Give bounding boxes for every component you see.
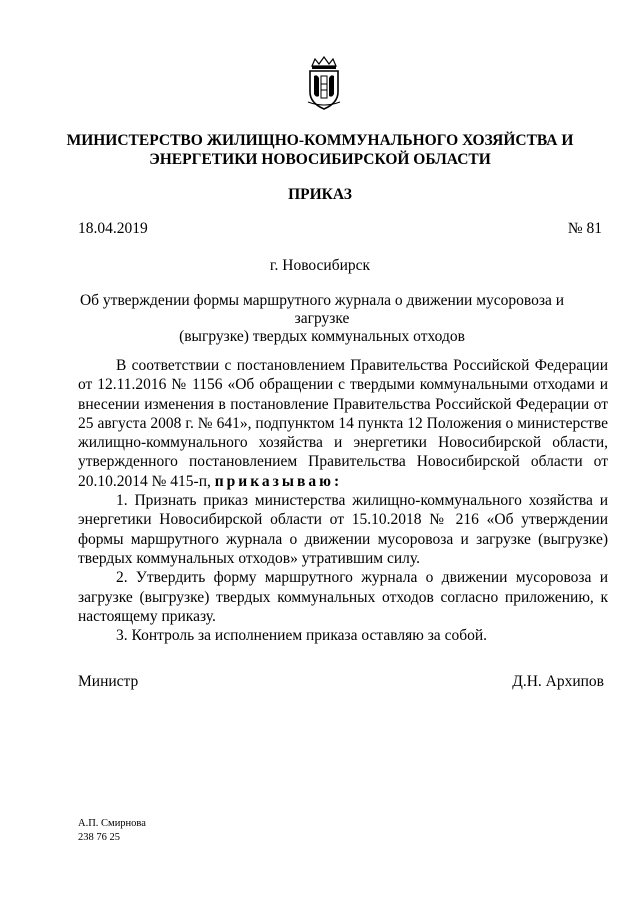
order-subject <box>72 292 572 346</box>
order-city: г. Новосибирск <box>269 257 371 274</box>
order-item-2: 2. Утвердить форму маршрутного журнала о движении мусоровоза и загрузке (выгрузке) твердых коммунальных отходов согласно приложению, к настоящему приказу. <box>78 569 608 625</box>
ministry-name <box>60 131 580 169</box>
ministry-name-line2: ЭНЕРГЕТИКИ НОВОСИБИРСКОЙ ОБЛАСТИ <box>149 151 491 168</box>
order-item-3: 3. Контроль за исполнением приказа оставляю за собой. <box>116 627 488 645</box>
order-subject-line2: (выгрузке) твердых коммунальных отходов <box>179 328 465 345</box>
executor-name: А.П. Смирнова <box>78 818 146 829</box>
order-item-1: 1. Признать приказ министерства жилищно-коммунального хозяйства и энергетики Новосибирской области от 15.10.2018 № 216 «Об утверждении формы маршрутного журнала о движении мусоровоза и загрузке (выгрузке) твердых коммунальных отходов» утратившим силу. <box>78 492 608 567</box>
ministry-name-line1: МИНИСТЕРСТВО ЖИЛИЩНО-КОММУНАЛЬНОГО ХОЗЯЙСТВА И <box>66 132 574 149</box>
order-subject-line1: Об утверждении формы маршрутного журнала о движении мусоровоза и загрузке <box>79 292 565 327</box>
signatory-name: Д.Н. Архипов <box>512 673 604 690</box>
order-body <box>78 356 608 645</box>
document-type-title: ПРИКАЗ <box>288 186 352 203</box>
order-number: № 81 <box>567 220 602 237</box>
executor-info <box>78 817 146 845</box>
preamble-text: В соответствии с постановлением Правительства Российской Федерации от 12.11.2016 № 1156 «Об обращении с твердыми коммунальными отходами и внесении изменения в постановление Правительства Российской Федерации от 25 августа 2008 г. № 641», подпунктом 14 пункта 12 Положения о министерстве жилищно-коммунального хозяйства и энергетики Новосибирской области, утвержденного постановлением Правительства Новосибирской области от 20.10.2014 № 415-п, <box>78 357 608 490</box>
signatory-position: Министр <box>78 673 139 690</box>
executor-phone: 238 76 25 <box>78 832 120 843</box>
order-date: 18.04.2019 <box>78 220 148 237</box>
order-word: приказываю: <box>214 472 343 490</box>
preamble-paragraph <box>78 356 608 491</box>
novosibirsk-coat-of-arms-icon <box>304 56 344 112</box>
